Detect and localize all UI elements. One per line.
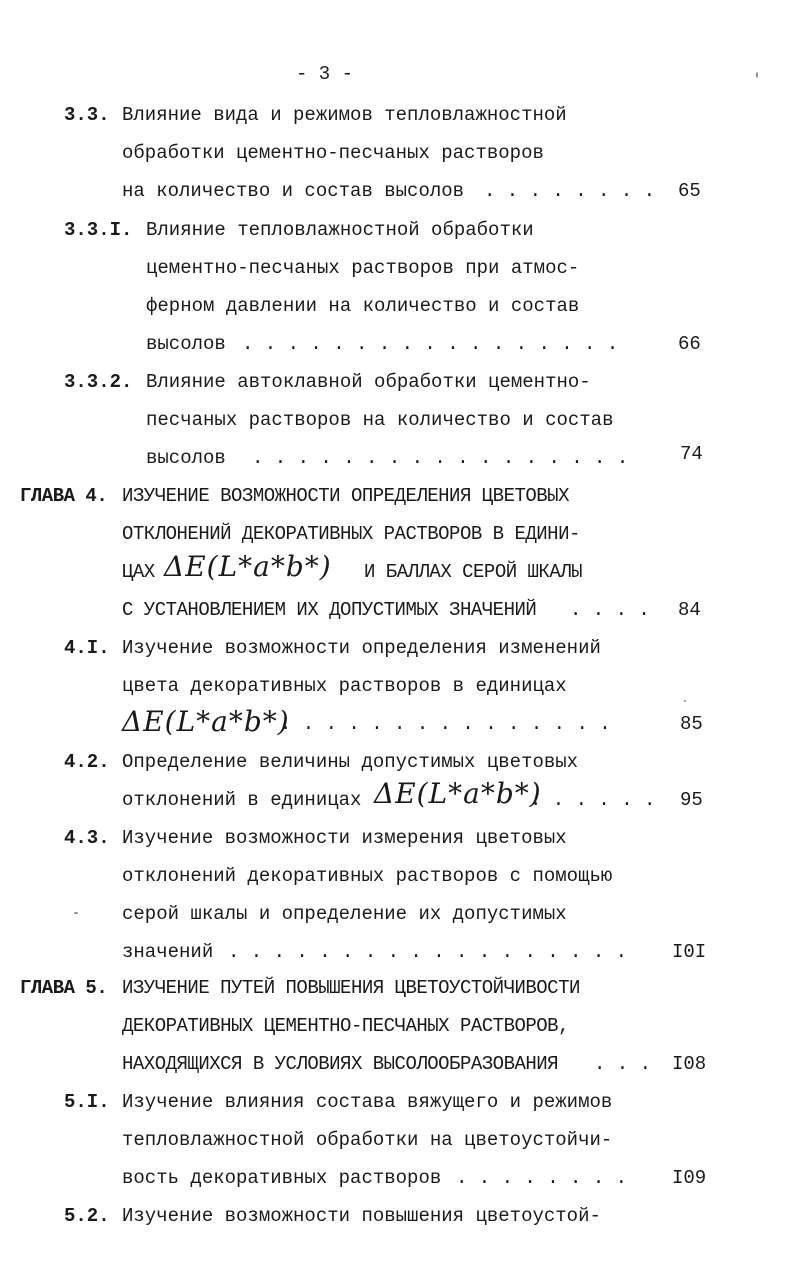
- entry-number: 3.3.2.: [64, 371, 133, 393]
- entry-number: 3.3.: [64, 104, 110, 126]
- entry-title-line: Влияние тепловлажностной обработки: [146, 219, 534, 241]
- page-ref: I08: [672, 1053, 707, 1075]
- dot-leader: . . . . . . . .: [456, 1167, 628, 1189]
- dot-leader: . . . . . . . . . . . . . . . . .: [242, 333, 619, 355]
- entry-title-line: на количество и состав высолов: [122, 180, 465, 202]
- chapter-title-line: ОТКЛОНЕНИЙ ДЕКОРАТИВНЫХ РАСТВОРОВ В ЕДИНИ-: [122, 523, 580, 545]
- entry-title-line: вость декоративных растворов: [122, 1167, 442, 1189]
- entry-title-line: высолов: [146, 447, 226, 469]
- chapter-title-line: С УСТАНОВЛЕНИЕМ ИХ ДОПУСТИМЫХ ЗНАЧЕНИЙ: [122, 599, 537, 621]
- entry-title-line: отклонений декоративных растворов с помощью: [122, 865, 613, 887]
- scan-speck: [684, 700, 686, 702]
- entry-title-line: Влияние автоклавной обработки цементно-: [146, 371, 591, 393]
- entry-number: 5.I.: [64, 1091, 110, 1113]
- entry-number: 4.I.: [64, 637, 110, 659]
- chapter-title-line: ДЕКОРАТИВНЫХ ЦЕМЕНТНО-ПЕСЧАНЫХ РАСТВОРОВ,: [122, 1015, 569, 1037]
- entry-title-line: серой шкалы и определение их допустимых: [122, 903, 567, 925]
- page-ref: I09: [672, 1167, 707, 1189]
- entry-title-line: Изучение возможности измерения цветовых: [122, 827, 567, 849]
- dot-leader: . . . . . . . . . . . . . . . . .: [252, 447, 629, 469]
- entry-title-line: ферном давлении на количество и состав: [146, 295, 580, 317]
- scan-speck: [74, 912, 78, 914]
- entry-title-line: тепловлажностной обработки на цветоустойчи-: [122, 1129, 613, 1151]
- dot-leader: . . . . . .: [530, 789, 656, 811]
- chapter-title-line: И БАЛЛАХ СЕРОЙ ШКАЛЫ: [364, 561, 583, 583]
- entry-title-line: Изучение влияния состава вяжущего и режимов: [122, 1091, 613, 1113]
- chapter-title-line: ИЗУЧЕНИЕ ВОЗМОЖНОСТИ ОПРЕДЕЛЕНИЯ ЦВЕТОВЫХ: [122, 485, 569, 507]
- dot-leader: . . .: [594, 1053, 652, 1075]
- scan-speck: [756, 72, 758, 78]
- chapter-title-line: НАХОДЯЩИХСЯ В УСЛОВИЯХ ВЫСОЛООБРАЗОВАНИЯ: [122, 1053, 559, 1075]
- page-ref: 65: [678, 180, 701, 202]
- page-ref: 84: [678, 599, 701, 621]
- entry-title-line: песчаных растворов на количество и состав: [146, 409, 614, 431]
- page-ref: 66: [678, 333, 701, 355]
- handwritten-formula: ΔE(L*a*b*): [122, 705, 290, 738]
- entry-title-line: Влияние вида и режимов тепловлажностной: [122, 104, 567, 126]
- entry-number: 3.3.I.: [64, 219, 133, 241]
- chapter-number: ГЛАВА 5.: [20, 977, 108, 999]
- entry-title-line: значений: [122, 941, 214, 963]
- entry-number: 4.2.: [64, 751, 110, 773]
- page-ref: 85: [680, 713, 703, 735]
- handwritten-formula: ΔE(L*a*b*): [374, 777, 542, 810]
- dot-leader: . . . . . . . . . . . . . . .: [280, 713, 611, 735]
- dot-leader: . . . . . . . .: [484, 180, 656, 202]
- entry-title-line: Изучение возможности повышения цветоустой-: [122, 1205, 601, 1227]
- entry-title-line: цементно-песчаных растворов при атмос-: [146, 257, 580, 279]
- entry-title-line: Определение величины допустимых цветовых: [122, 751, 579, 773]
- entry-title-line: Изучение возможности определения изменений: [122, 637, 601, 659]
- entry-number: 5.2.: [64, 1205, 110, 1227]
- chapter-title-line: ИЗУЧЕНИЕ ПУТЕЙ ПОВЫШЕНИЯ ЦВЕТОУСТОЙЧИВОСТИ: [122, 977, 580, 999]
- entry-title-line: высолов: [146, 333, 226, 355]
- entry-title-line: цвета декоративных растворов в единицах: [122, 675, 567, 697]
- page-number: - 3 -: [296, 63, 354, 85]
- page-ref: 74: [680, 443, 703, 465]
- page-ref: 95: [680, 789, 703, 811]
- entry-title-line: отклонений в единицах: [122, 789, 362, 811]
- chapter-title-line: ЦАХ: [122, 561, 155, 583]
- chapter-number: ГЛАВА 4.: [20, 485, 108, 507]
- entry-title-line: обработки цементно-песчаных растворов: [122, 142, 544, 164]
- dot-leader: . . . .: [570, 599, 650, 621]
- page-ref: I0I: [672, 941, 707, 963]
- dot-leader: . . . . . . . . . . . . . . . . . .: [228, 941, 628, 963]
- handwritten-formula: ΔE(L*a*b*): [164, 550, 332, 583]
- entry-number: 4.3.: [64, 827, 110, 849]
